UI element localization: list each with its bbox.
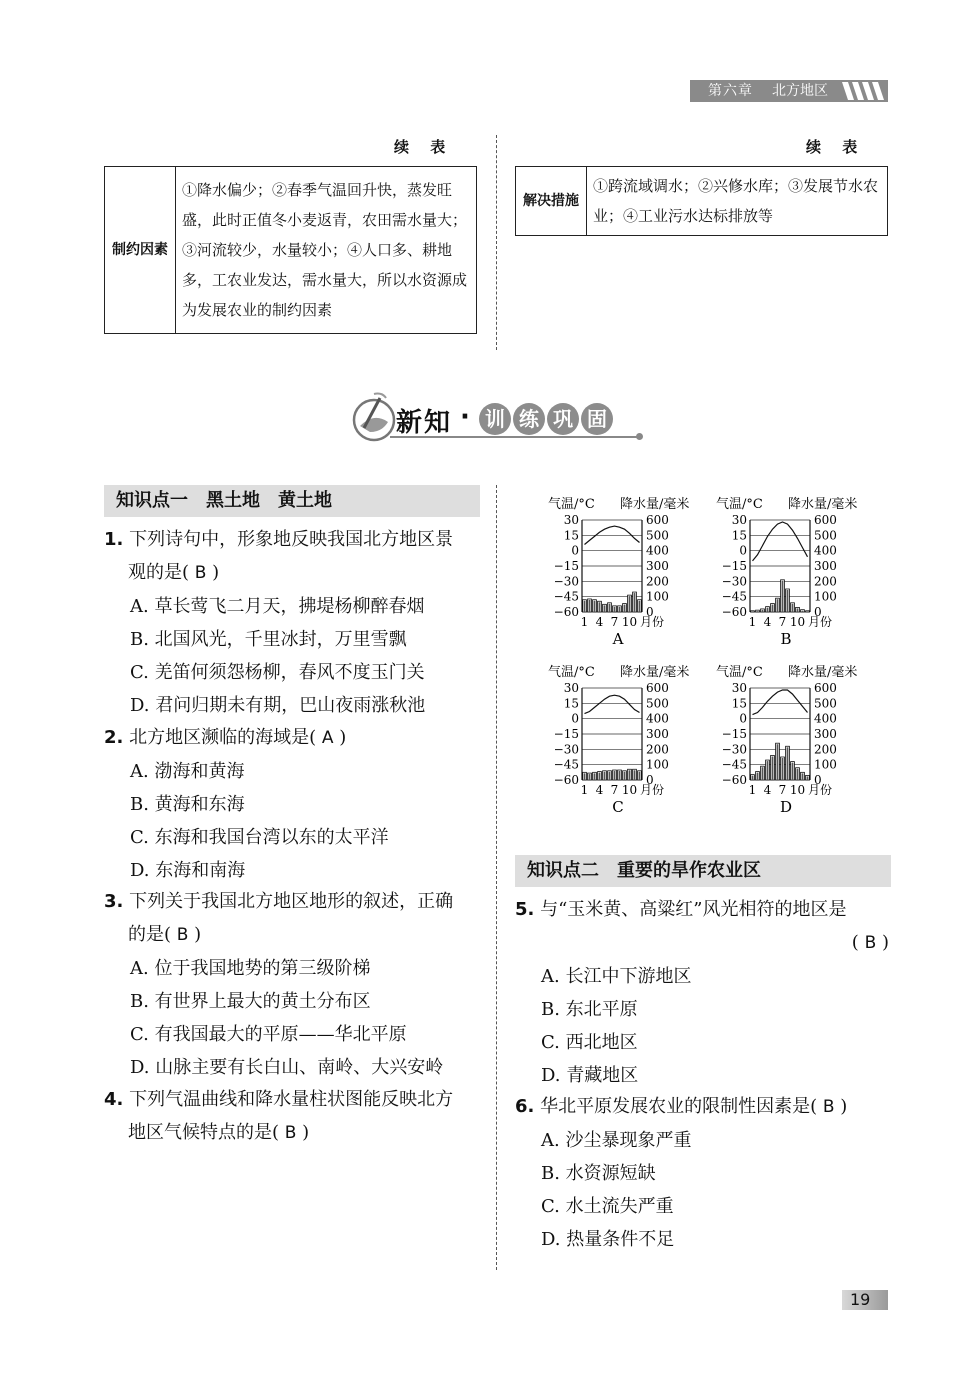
month-tick-label: 10 [621,615,638,629]
month-tick-label: 4 [595,615,604,629]
answer-close: ) [840,1096,848,1117]
solution-text: ①跨流域调水；②兴修水库；③发展节水农业；④工业污水达标排放等 [587,167,888,236]
temperature-tick-label: 15 [731,696,747,711]
precipitation-bar-fill [609,772,611,780]
chart-panel-label: C [612,798,624,816]
precipitation-tick-label: 100 [814,757,837,772]
option: B. 有世界上最大的黄土分布区 [130,991,371,1012]
temperature-axis-title: 气温/°C [548,665,595,680]
option: A. 沙尘暴现象严重 [541,1130,692,1151]
precipitation-bar-fill [594,773,596,780]
precipitation-bar-fill [792,763,794,780]
climate-chart-C [548,664,689,816]
question-text: 下列气温曲线和降水量柱状图能反映北方 [129,1089,454,1110]
precipitation-bar-fill [807,776,809,780]
precipitation-tick-label: 400 [814,711,837,726]
constraint-text: ①降水偏少；②春季气温回升快，蒸发旺盛，此时正值冬小麦返青，农田需水量大；③河流较少，水量较小；④人口多、耕地多，工农业发达，需水量大，所以水资源成为发展农业的制约因素 [176,167,477,334]
solution-table [515,166,888,236]
temperature-axis-title: 气温/°C [548,497,595,512]
month-tick-label: 1 [580,615,589,629]
precipitation-bar-fill [757,773,759,780]
precipitation-bar-fill [584,601,586,612]
banner-title-main: 新知 [396,408,453,438]
option: A. 长江中下游地区 [541,966,692,987]
option: A. 草长莺飞二月天，拂堤杨柳醉春烟 [130,596,425,617]
precipitation-bar-fill [639,601,641,612]
option: D. 青藏地区 [541,1065,639,1086]
precipitation-tick-label: 0 [646,773,654,787]
question-number: 1. [104,529,124,550]
option: D. 山脉主要有长白山、南岭、大兴安岭 [130,1057,444,1078]
question-text: 下列关于我国北方地区地形的叙述，正确 [129,891,454,912]
option: C. 羌笛何须怨杨柳，春风不度玉门关 [130,662,425,683]
option: D. 君问归期未有期，巴山夜雨涨秋池 [130,695,426,716]
precipitation-tick-label: 600 [646,681,669,695]
chart-panel-label: A [612,630,624,648]
precipitation-bar-fill [772,605,774,612]
precipitation-bar-fill [639,772,641,780]
month-tick-label: 10 [789,783,806,797]
precipitation-bar-fill [629,770,631,780]
question-number: 5. [515,899,535,920]
option: B. 黄海和东海 [130,794,245,815]
banner-char-3: 巩 [553,407,573,431]
precipitation-tick-label: 400 [814,543,837,558]
answer-close: ) [339,727,347,748]
question-number: 6. [515,1096,535,1117]
column-divider-bottom [496,485,497,1270]
precipitation-tick-label: 200 [646,742,669,757]
precipitation-bar-fill [624,605,626,612]
precipitation-tick-label: 100 [814,589,837,604]
question-2 [104,721,484,887]
precipitation-tick-label: 500 [646,528,669,543]
precipitation-tick-label: 500 [814,528,837,543]
precipitation-axis-title: 降水量/毫米 [620,665,690,680]
precipitation-tick-label: 0 [814,773,822,787]
question-text: 与“玉米黄、高粱红”风光相符的地区是 [540,899,847,920]
temperature-axis-title: 气温/°C [716,497,763,512]
banner-char-2: 练 [519,407,539,431]
month-tick-label: 1 [748,615,757,629]
temperature-tick-label: 15 [731,528,747,543]
question-text: 下列诗句中，形象地反映我国北方地区景 [129,529,454,550]
precipitation-bar-fill [792,604,794,612]
question-1 [104,523,484,722]
chart-panel-label: B [780,630,792,648]
temperature-tick-label: 0 [571,543,579,558]
temperature-tick-label: −45 [721,589,747,604]
page-number: 19 [842,1290,888,1310]
precipitation-bar-fill [604,772,606,780]
banner-char-4: 固 [587,407,607,431]
precipitation-tick-label: 0 [646,605,654,619]
precipitation-bar-fill [599,602,601,612]
precipitation-bar-fill [787,590,789,612]
precipitation-tick-label: 200 [814,574,837,589]
section-heading-1: 知识点一 黑土地 黄土地 [104,485,480,517]
precipitation-tick-label: 300 [814,559,837,573]
temperature-tick-label: −60 [721,773,747,787]
banner-bubbles [478,402,618,436]
month-tick-label: 10 [789,615,806,629]
chapter-header [690,80,888,102]
precipitation-bar-fill [757,611,759,612]
temperature-tick-label: −15 [721,727,747,741]
precipitation-bar-fill [762,767,764,780]
climate-chart-D [716,664,857,816]
temperature-curve [585,695,640,713]
question-number: 2. [104,727,124,748]
temperature-tick-label: −15 [553,727,579,741]
precipitation-bar-fill [599,773,601,780]
month-tick-label: 7 [778,615,787,629]
temperature-tick-label: 0 [739,543,747,558]
answer-close: ) [302,1122,310,1143]
temperature-tick-label: −30 [553,742,579,757]
climate-chart-B [716,496,857,648]
section-banner [350,390,640,446]
precipitation-bar-fill [752,776,754,780]
temperature-tick-label: 30 [731,513,747,527]
temperature-tick-label: 15 [563,528,579,543]
precipitation-bar-fill [787,747,789,780]
question-text-cont: 的是( [128,924,172,945]
temperature-tick-label: 30 [731,681,747,695]
precipitation-bar-fill [802,611,804,612]
precipitation-bar-fill [614,607,616,612]
option: A. 渤海和黄海 [130,761,245,782]
answer: A [321,728,334,748]
month-tick-label: 7 [610,783,619,797]
temperature-curve [753,690,808,715]
month-axis-title: 月份 [640,783,665,797]
precipitation-bar-fill [762,610,764,612]
precipitation-bar-fill [777,599,779,612]
precipitation-bar-fill [797,769,799,780]
option: B. 东北平原 [541,999,638,1020]
question-number: 4. [104,1089,124,1110]
temperature-tick-label: −30 [553,574,579,589]
precipitation-axis-title: 降水量/毫米 [788,665,858,680]
precipitation-tick-label: 300 [814,727,837,741]
precipitation-bar-fill [609,604,611,612]
month-tick-label: 10 [621,783,638,797]
precipitation-tick-label: 100 [646,589,669,604]
temperature-tick-label: −15 [553,559,579,573]
precipitation-bar-fill [772,756,774,780]
temperature-tick-label: −45 [721,757,747,772]
question-3 [104,885,484,1084]
precipitation-tick-label: 500 [814,696,837,711]
question-text: 华北平原发展农业的限制性因素是( [540,1096,818,1117]
banner-underline [390,436,640,438]
precipitation-tick-label: 200 [646,574,669,589]
month-tick-label: 4 [763,783,772,797]
option: D. 东海和南海 [130,860,246,881]
constraint-table [104,166,477,334]
temperature-tick-label: −30 [721,742,747,757]
constraint-label: 制约因素 [105,167,176,334]
precipitation-tick-label: 600 [814,681,837,695]
banner-dot: · [460,402,470,432]
precipitation-bar-fill [589,774,591,780]
option: B. 水资源短缺 [541,1163,656,1184]
precipitation-tick-label: 100 [646,757,669,772]
temperature-tick-label: 15 [563,696,579,711]
precipitation-bar-fill [619,607,621,612]
banner-subtitle [478,402,618,440]
answer-open: ( [851,932,859,953]
temperature-tick-label: −30 [721,574,747,589]
precipitation-bar-fill [629,596,631,612]
question-text-cont: 观的是( [128,562,190,583]
precipitation-bar-fill [624,772,626,780]
precipitation-bar-fill [767,608,769,612]
climate-charts [540,490,880,830]
precipitation-tick-label: 400 [646,711,669,726]
banner-underline-dot [636,433,643,440]
temperature-tick-label: 30 [563,681,579,695]
precipitation-bar-fill [802,773,804,780]
precipitation-tick-label: 300 [646,727,669,741]
temperature-tick-label: −45 [553,757,579,772]
answer: B [284,1123,297,1143]
precipitation-tick-label: 600 [646,513,669,527]
chapter-region: 北方地区 [772,83,828,99]
precipitation-bar-fill [782,581,784,612]
option: C. 西北地区 [541,1032,638,1053]
continued-label-right: 续 表 [806,138,866,156]
precipitation-tick-label: 400 [646,543,669,558]
temperature-tick-label: 0 [571,711,579,726]
temperature-tick-label: −60 [553,773,579,787]
precipitation-bar-fill [619,771,621,780]
precipitation-bar-fill [604,605,606,612]
temperature-tick-label: 0 [739,711,747,726]
precipitation-tick-label: 0 [814,605,822,619]
precipitation-tick-label: 200 [814,742,837,757]
month-tick-label: 7 [610,615,619,629]
month-tick-label: 1 [580,783,589,797]
month-axis-title: 月份 [640,615,665,629]
question-5 [515,893,891,1092]
precipitation-bar-fill [767,761,769,780]
temperature-curve [753,522,808,561]
temperature-tick-label: −15 [721,559,747,573]
precipitation-bar-fill [584,773,586,780]
chapter-number: 第六章 [708,83,753,99]
continued-label-left: 续 表 [394,138,454,156]
solution-label: 解决措施 [516,167,587,236]
answer-close: ) [194,924,202,945]
temperature-tick-label: 30 [563,513,579,527]
answer: B [822,1097,835,1117]
option: C. 东海和我国台湾以东的太平洋 [130,827,389,848]
question-6 [515,1090,891,1256]
precipitation-axis-title: 降水量/毫米 [620,497,690,512]
option: B. 北国风光，千里冰封，万里雪飘 [130,629,407,650]
header-slashes-decoration [840,82,884,100]
month-tick-label: 4 [763,615,772,629]
temperature-tick-label: −60 [553,605,579,619]
answer-close: ) [212,562,220,583]
option: D. 热量条件不足 [541,1229,675,1250]
month-axis-title: 月份 [808,615,833,629]
temperature-tick-label: −60 [721,605,747,619]
month-tick-label: 1 [748,783,757,797]
precipitation-tick-label: 500 [646,696,669,711]
temperature-tick-label: −45 [553,589,579,604]
precipitation-tick-label: 300 [646,559,669,573]
option: A. 位于我国地势的第三级阶梯 [130,958,371,979]
question-4 [104,1083,484,1150]
question-text-cont: 地区气候特点的是( [128,1122,280,1143]
section-heading-2: 知识点二 重要的旱作农业区 [515,855,891,887]
precipitation-bar-fill [634,593,636,612]
question-number: 3. [104,891,124,912]
precipitation-bar-fill [777,744,779,780]
answer: B [176,925,189,945]
precipitation-tick-label: 600 [814,513,837,527]
question-text: 北方地区濒临的海域是( [129,727,317,748]
precipitation-bar-fill [797,608,799,612]
temperature-axis-title: 气温/°C [716,665,763,680]
month-axis-title: 月份 [808,783,833,797]
option: C. 水土流失严重 [541,1196,674,1217]
precipitation-bar-fill [594,601,596,612]
precipitation-bar-fill [589,600,591,612]
precipitation-bar-fill [614,771,616,780]
climate-chart-A [548,496,689,648]
month-tick-label: 4 [595,783,604,797]
answer: B [864,933,877,953]
answer-close: ) [881,932,889,953]
precipitation-bar-fill [782,758,784,780]
precipitation-axis-title: 降水量/毫米 [788,497,858,512]
answer: B [194,563,207,583]
option: C. 有我国最大的平原——华北平原 [130,1024,407,1045]
column-divider-top [496,135,497,350]
precipitation-bar-fill [634,770,636,780]
month-tick-label: 7 [778,783,787,797]
chart-panel-label: D [779,798,793,816]
banner-char-1: 训 [485,407,505,431]
